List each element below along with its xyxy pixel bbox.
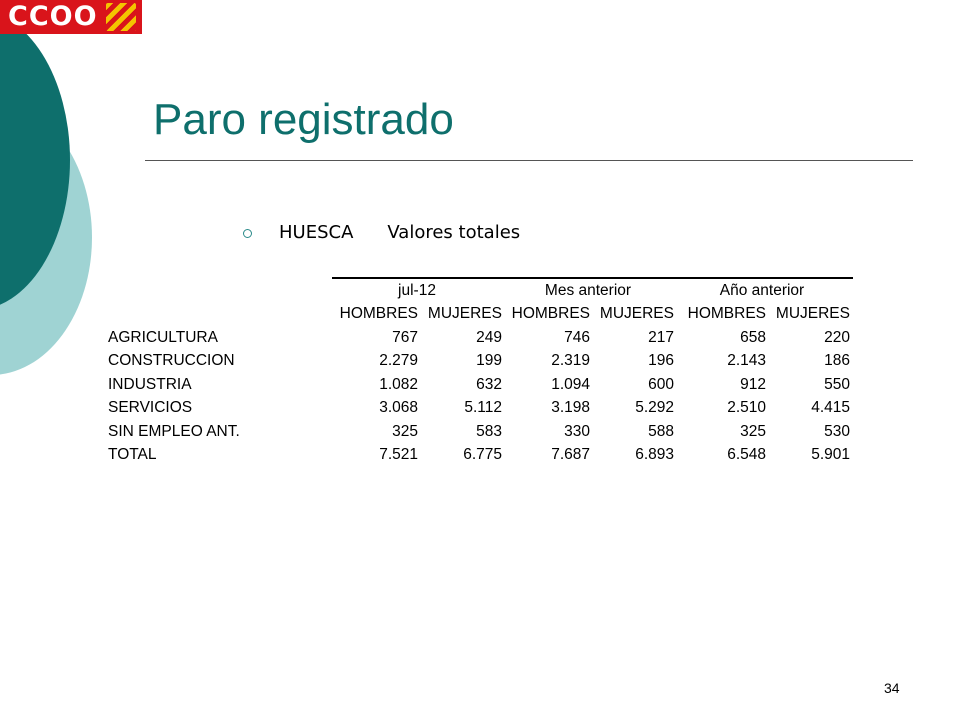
table-cell: 632 — [476, 375, 502, 393]
bullet-place: HUESCA — [279, 222, 354, 243]
period-header: jul-12 — [398, 281, 436, 299]
table-cell: 3.068 — [379, 399, 418, 417]
table-cell: 330 — [564, 422, 590, 440]
table-cell: 325 — [392, 422, 418, 440]
table-cell: 5.112 — [464, 399, 502, 417]
table-cell: 1.082 — [379, 375, 418, 393]
table-cell: 4.415 — [811, 399, 850, 417]
empty-header-cell — [108, 303, 332, 327]
bullet-circle-icon — [243, 229, 252, 238]
table-row — [108, 326, 850, 350]
period-header-row — [108, 279, 850, 303]
page-title: Paro registrado — [153, 95, 454, 144]
period-header: Año anterior — [719, 281, 805, 299]
table-cell: 588 — [648, 422, 674, 440]
column-header: HOMBRES — [339, 305, 418, 323]
row-label: TOTAL — [108, 446, 157, 464]
row-label: SIN EMPLEO ANT. — [108, 422, 240, 440]
table-row — [108, 350, 850, 374]
table-cell: 912 — [740, 375, 766, 393]
table-cell: 530 — [824, 422, 850, 440]
table-cell: 1.094 — [551, 375, 590, 393]
table-cell: 2.319 — [551, 352, 590, 370]
table-cell: 6.893 — [635, 446, 674, 464]
table-cell: 746 — [564, 328, 590, 346]
table-cell: 5.292 — [635, 399, 674, 417]
row-label: SERVICIOS — [108, 399, 193, 417]
table-cell: 325 — [740, 422, 766, 440]
empty-header-cell — [108, 279, 332, 303]
table-row — [108, 373, 850, 397]
table-cell: 3.198 — [551, 399, 590, 417]
column-header: MUJERES — [599, 305, 674, 323]
table-cell: 658 — [740, 328, 766, 346]
row-label: INDUSTRIA — [108, 375, 192, 393]
table-cell: 6.548 — [727, 446, 766, 464]
table-cell: 2.143 — [727, 352, 766, 370]
aragon-flag-icon — [106, 3, 136, 31]
row-label: AGRICULTURA — [108, 328, 218, 346]
table-cell: 199 — [476, 352, 502, 370]
table-row — [108, 444, 850, 468]
column-header: MUJERES — [427, 305, 502, 323]
page-number: 34 — [884, 680, 900, 696]
table-cell: 220 — [824, 328, 850, 346]
table-cell: 767 — [392, 328, 418, 346]
table-row — [108, 420, 850, 444]
title-divider — [145, 160, 913, 161]
period-header: Mes anterior — [544, 281, 632, 299]
sex-header-row — [108, 303, 850, 327]
table-cell: 186 — [824, 352, 850, 370]
table-cell: 600 — [648, 375, 674, 393]
table-cell: 6.775 — [463, 446, 502, 464]
bullet-text — [279, 222, 520, 243]
table-cell: 217 — [648, 328, 674, 346]
table-cell: 7.687 — [551, 446, 590, 464]
table-row — [108, 397, 850, 421]
unemployment-table — [108, 279, 850, 467]
logo-text: CCOO — [8, 1, 98, 32]
table-cell: 7.521 — [379, 446, 418, 464]
table-cell: 5.901 — [811, 446, 850, 464]
table-cell: 583 — [476, 422, 502, 440]
ccoo-logo — [0, 0, 142, 34]
bullet-label: Valores totales — [387, 222, 521, 243]
table-cell: 2.510 — [727, 399, 766, 417]
row-label: CONSTRUCCION — [108, 352, 235, 370]
table-cell: 249 — [476, 328, 502, 346]
column-header: MUJERES — [775, 305, 850, 323]
table-cell: 196 — [648, 352, 674, 370]
table-cell: 2.279 — [379, 352, 418, 370]
column-header: HOMBRES — [687, 305, 766, 323]
table-cell: 550 — [824, 375, 850, 393]
column-header: HOMBRES — [511, 305, 590, 323]
